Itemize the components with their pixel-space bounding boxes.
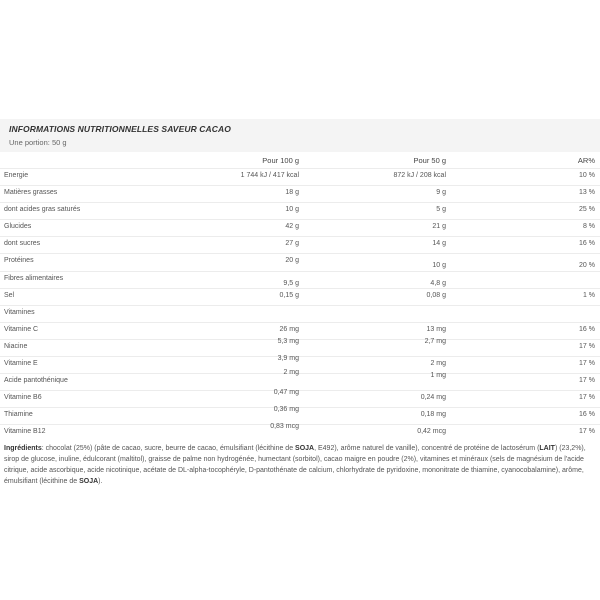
row-value-v1: 10 g bbox=[285, 206, 299, 213]
row-value-v2: 0,08 g bbox=[426, 292, 446, 299]
column-header-ar: AR% bbox=[577, 156, 595, 165]
row-value-v3: 17 % bbox=[579, 428, 595, 435]
row-divider bbox=[0, 236, 600, 237]
table-row bbox=[0, 275, 600, 292]
table-row bbox=[0, 355, 600, 377]
row-value-v2: 2 mg bbox=[430, 360, 446, 367]
row-label: Niacine bbox=[4, 343, 28, 350]
row-divider bbox=[0, 288, 600, 289]
table-row bbox=[0, 309, 600, 326]
row-label: Acide pantothénique bbox=[4, 377, 68, 384]
table-row bbox=[0, 206, 600, 223]
row-value-v2: 0,18 mg bbox=[420, 411, 446, 418]
row-value-v3: 17 % bbox=[579, 377, 595, 384]
row-value-v2: 4,8 g bbox=[430, 280, 446, 287]
row-value-v1: 0,47 mg bbox=[273, 389, 299, 396]
row-value-v3: 17 % bbox=[579, 394, 595, 401]
row-value-v1: 0,15 g bbox=[279, 292, 299, 299]
ingredients-part-1: : chocolat (25%) (pâte de cacao, sucre, beurre de cacao, émulsifiant (lécithine de bbox=[41, 445, 296, 452]
row-value-v1: 1 744 kJ / 417 kcal bbox=[240, 172, 299, 179]
row-value-v3: 17 % bbox=[579, 360, 595, 367]
row-label: Energie bbox=[4, 172, 29, 179]
row-label: Sel bbox=[4, 292, 15, 299]
table-row bbox=[0, 223, 600, 240]
row-label: Glucides bbox=[4, 223, 32, 230]
row-divider bbox=[0, 390, 600, 391]
ingredients-text bbox=[4, 443, 596, 487]
row-label: dont sucres bbox=[4, 240, 41, 247]
row-value-v2: 10 g bbox=[432, 262, 446, 269]
table-row bbox=[0, 240, 600, 257]
ingredients-heading: Ingrédients bbox=[4, 445, 42, 452]
table-row bbox=[0, 389, 600, 411]
row-label: Protéines bbox=[4, 257, 34, 264]
row-value-v1: 27 g bbox=[285, 240, 299, 247]
table-row bbox=[0, 189, 600, 206]
row-value-v3: 13 % bbox=[579, 189, 595, 196]
ingredients-part-2: , E492), arôme naturel de vanille), concentré de protéine de lactosérum ( bbox=[314, 445, 540, 452]
page-title: INFORMATIONS NUTRITIONNELLES SAVEUR CACAO bbox=[9, 124, 231, 134]
column-header-per-50g: Pour 50 g bbox=[413, 156, 446, 165]
row-value-v2: 0,42 mcg bbox=[417, 428, 446, 435]
row-value-v3: 8 % bbox=[582, 223, 595, 230]
row-value-v1: 0,36 mg bbox=[273, 406, 299, 413]
row-label: Fibres alimentaires bbox=[4, 275, 64, 282]
row-divider bbox=[0, 356, 600, 357]
row-value-v2: 13 mg bbox=[426, 326, 446, 333]
row-value-v1: 5,3 mg bbox=[277, 338, 299, 345]
row-label: Thiamine bbox=[4, 411, 33, 418]
row-value-v3: 16 % bbox=[579, 411, 595, 418]
row-divider bbox=[0, 185, 600, 186]
table-row bbox=[0, 369, 600, 394]
row-label: Vitamine E bbox=[4, 360, 38, 367]
row-value-v1: 42 g bbox=[285, 223, 299, 230]
row-value-v3: 17 % bbox=[579, 343, 595, 350]
portion-subtitle: Une portion: 50 g bbox=[9, 138, 67, 147]
row-divider bbox=[0, 373, 600, 374]
table-row bbox=[0, 326, 600, 343]
row-value-v2: 14 g bbox=[432, 240, 446, 247]
row-value-v2: 1 mg bbox=[430, 372, 446, 379]
table-row bbox=[0, 172, 600, 189]
row-divider bbox=[0, 219, 600, 220]
row-divider bbox=[0, 202, 600, 203]
row-value-v2: 5 g bbox=[436, 206, 446, 213]
row-value-v1: 18 g bbox=[285, 189, 299, 196]
row-divider bbox=[0, 168, 600, 169]
ingredients-part-4: ). bbox=[98, 478, 103, 485]
row-value-v2: 2,7 mg bbox=[424, 338, 446, 345]
row-value-v2: 0,24 mg bbox=[420, 394, 446, 401]
row-label: Matières grasses bbox=[4, 189, 58, 196]
allergen-soja-1: SOJA bbox=[295, 445, 315, 452]
row-label: Vitamine C bbox=[4, 326, 39, 333]
row-value-v1: 2 mg bbox=[283, 369, 299, 376]
row-value-v1: 20 g bbox=[285, 257, 299, 264]
row-value-v1: 9,5 g bbox=[283, 280, 299, 287]
table-row bbox=[0, 338, 600, 360]
row-divider bbox=[0, 271, 600, 272]
row-value-v3: 20 % bbox=[579, 262, 595, 269]
row-label: Vitamines bbox=[4, 309, 35, 316]
row-label: Vitamine B6 bbox=[4, 394, 42, 401]
row-value-v3: 25 % bbox=[579, 206, 595, 213]
row-value-v3: 1 % bbox=[582, 292, 595, 299]
row-label: Vitamine B12 bbox=[4, 428, 46, 435]
ingredients-part-3: ) (23,2%), sirop de glucose, inuline, édulcorant (maltitol), graisse de palme non hydrogénée, humectant (sorbitol), cacao maigre en poudre (2%), vitamines et minéraux (sels de magnésium de l'acide citrique, acide ascorbique, acide nicotinique, acétate de DL-alpha-tocophéryle, D-pantothénate de calcium, chlorhydrate de pyridoxine, mononitrate de thiamine, cyanocobalamine), arôme, émulsifiant (lécithine de bbox=[4, 445, 586, 485]
row-value-v3: 16 % bbox=[579, 326, 595, 333]
row-divider bbox=[0, 407, 600, 408]
row-label: dont acides gras saturés bbox=[4, 206, 81, 213]
allergen-soja-2: SOJA bbox=[79, 478, 99, 485]
row-value-v3: 16 % bbox=[579, 240, 595, 247]
row-value-v1: 3,9 mg bbox=[277, 355, 299, 362]
row-value-v2: 9 g bbox=[436, 189, 446, 196]
table-row bbox=[0, 406, 600, 428]
row-value-v1: 0,83 mcg bbox=[270, 423, 299, 430]
row-value-v1: 26 mg bbox=[279, 326, 299, 333]
allergen-lait: LAIT bbox=[539, 445, 555, 452]
row-divider bbox=[0, 322, 600, 323]
row-divider bbox=[0, 305, 600, 306]
row-value-v2: 872 kJ / 208 kcal bbox=[393, 172, 446, 179]
row-value-v3: 10 % bbox=[579, 172, 595, 179]
row-divider bbox=[0, 339, 600, 340]
table-row bbox=[0, 292, 600, 309]
row-value-v2: 21 g bbox=[432, 223, 446, 230]
row-divider bbox=[0, 424, 600, 425]
row-divider bbox=[0, 253, 600, 254]
column-header-per-100g: Pour 100 g bbox=[262, 156, 299, 165]
